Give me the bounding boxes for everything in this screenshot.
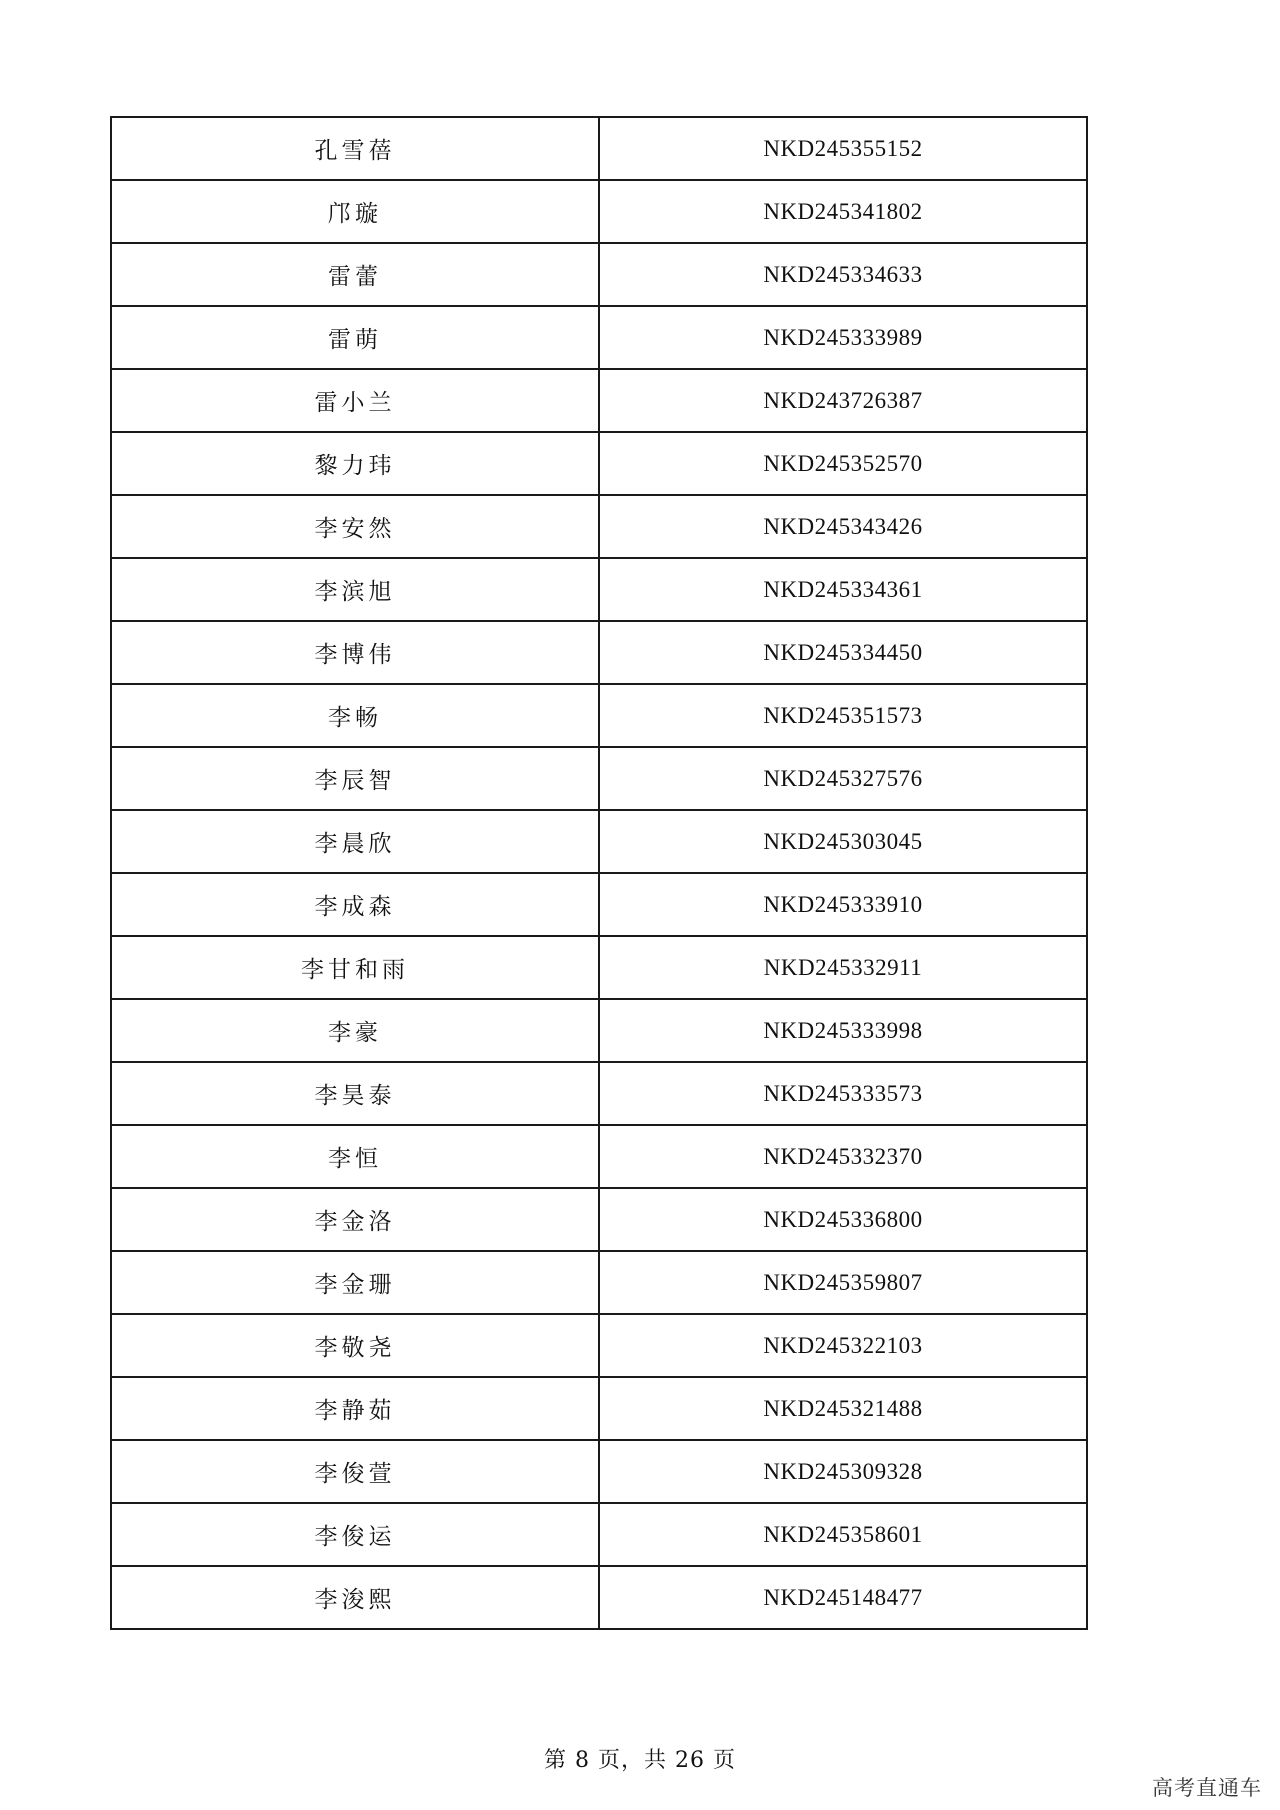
name-cell: 李敬尧 xyxy=(111,1314,599,1377)
table-row xyxy=(111,873,1087,936)
name-cell: 李成森 xyxy=(111,873,599,936)
name-cell: 李甘和雨 xyxy=(111,936,599,999)
id-cell: NKD245327576 xyxy=(599,747,1087,810)
table-row xyxy=(111,243,1087,306)
id-cell: NKD245355152 xyxy=(599,117,1087,180)
watermark-text: 高考直通车 xyxy=(1152,1776,1262,1800)
id-cell: NKD245333910 xyxy=(599,873,1087,936)
id-cell: NKD245336800 xyxy=(599,1188,1087,1251)
roster-table xyxy=(110,116,1088,1630)
id-cell: NKD245309328 xyxy=(599,1440,1087,1503)
table-row xyxy=(111,306,1087,369)
name-cell: 雷蕾 xyxy=(111,243,599,306)
name-cell: 雷小兰 xyxy=(111,369,599,432)
id-cell: NKD245333989 xyxy=(599,306,1087,369)
name-cell: 李昊泰 xyxy=(111,1062,599,1125)
id-cell: NKD245332911 xyxy=(599,936,1087,999)
table-row xyxy=(111,495,1087,558)
name-cell: 李晨欣 xyxy=(111,810,599,873)
name-cell: 邝璇 xyxy=(111,180,599,243)
table-row xyxy=(111,432,1087,495)
name-cell: 李金珊 xyxy=(111,1251,599,1314)
id-cell: NKD245332370 xyxy=(599,1125,1087,1188)
roster-table-body xyxy=(111,117,1087,1629)
name-cell: 孔雪蓓 xyxy=(111,117,599,180)
table-row xyxy=(111,1251,1087,1314)
id-cell: NKD245359807 xyxy=(599,1251,1087,1314)
id-cell: NKD245333998 xyxy=(599,999,1087,1062)
name-cell: 李俊运 xyxy=(111,1503,599,1566)
name-cell: 李金洛 xyxy=(111,1188,599,1251)
table-row xyxy=(111,810,1087,873)
table-row xyxy=(111,369,1087,432)
table-row xyxy=(111,1062,1087,1125)
table-row xyxy=(111,684,1087,747)
name-cell: 黎力玮 xyxy=(111,432,599,495)
name-cell: 李豪 xyxy=(111,999,599,1062)
name-cell: 李浚熙 xyxy=(111,1566,599,1629)
id-cell: NKD245343426 xyxy=(599,495,1087,558)
name-cell: 李俊萱 xyxy=(111,1440,599,1503)
id-cell: NKD245351573 xyxy=(599,684,1087,747)
table-row xyxy=(111,1188,1087,1251)
name-cell: 李滨旭 xyxy=(111,558,599,621)
table-row xyxy=(111,1440,1087,1503)
id-cell: NKD245322103 xyxy=(599,1314,1087,1377)
name-cell: 李畅 xyxy=(111,684,599,747)
id-cell: NKD243726387 xyxy=(599,369,1087,432)
name-cell: 李恒 xyxy=(111,1125,599,1188)
id-cell: NKD245334633 xyxy=(599,243,1087,306)
name-cell: 李安然 xyxy=(111,495,599,558)
table-row xyxy=(111,1125,1087,1188)
id-cell: NKD245333573 xyxy=(599,1062,1087,1125)
table-row xyxy=(111,936,1087,999)
name-cell: 李辰智 xyxy=(111,747,599,810)
table-row xyxy=(111,180,1087,243)
id-cell: NKD245321488 xyxy=(599,1377,1087,1440)
table-row xyxy=(111,1503,1087,1566)
table-row xyxy=(111,999,1087,1062)
name-cell: 李静茹 xyxy=(111,1377,599,1440)
id-cell: NKD245148477 xyxy=(599,1566,1087,1629)
table-row xyxy=(111,558,1087,621)
id-cell: NKD245358601 xyxy=(599,1503,1087,1566)
id-cell: NKD245334361 xyxy=(599,558,1087,621)
table-row xyxy=(111,1566,1087,1629)
name-cell: 李博伟 xyxy=(111,621,599,684)
table-row xyxy=(111,747,1087,810)
table-row xyxy=(111,621,1087,684)
id-cell: NKD245352570 xyxy=(599,432,1087,495)
id-cell: NKD245341802 xyxy=(599,180,1087,243)
name-cell: 雷萌 xyxy=(111,306,599,369)
id-cell: NKD245334450 xyxy=(599,621,1087,684)
table-row xyxy=(111,1377,1087,1440)
page-footer: 第 8 页，共 26 页 xyxy=(544,1748,736,1773)
table-row xyxy=(111,1314,1087,1377)
id-cell: NKD245303045 xyxy=(599,810,1087,873)
table-row xyxy=(111,117,1087,180)
